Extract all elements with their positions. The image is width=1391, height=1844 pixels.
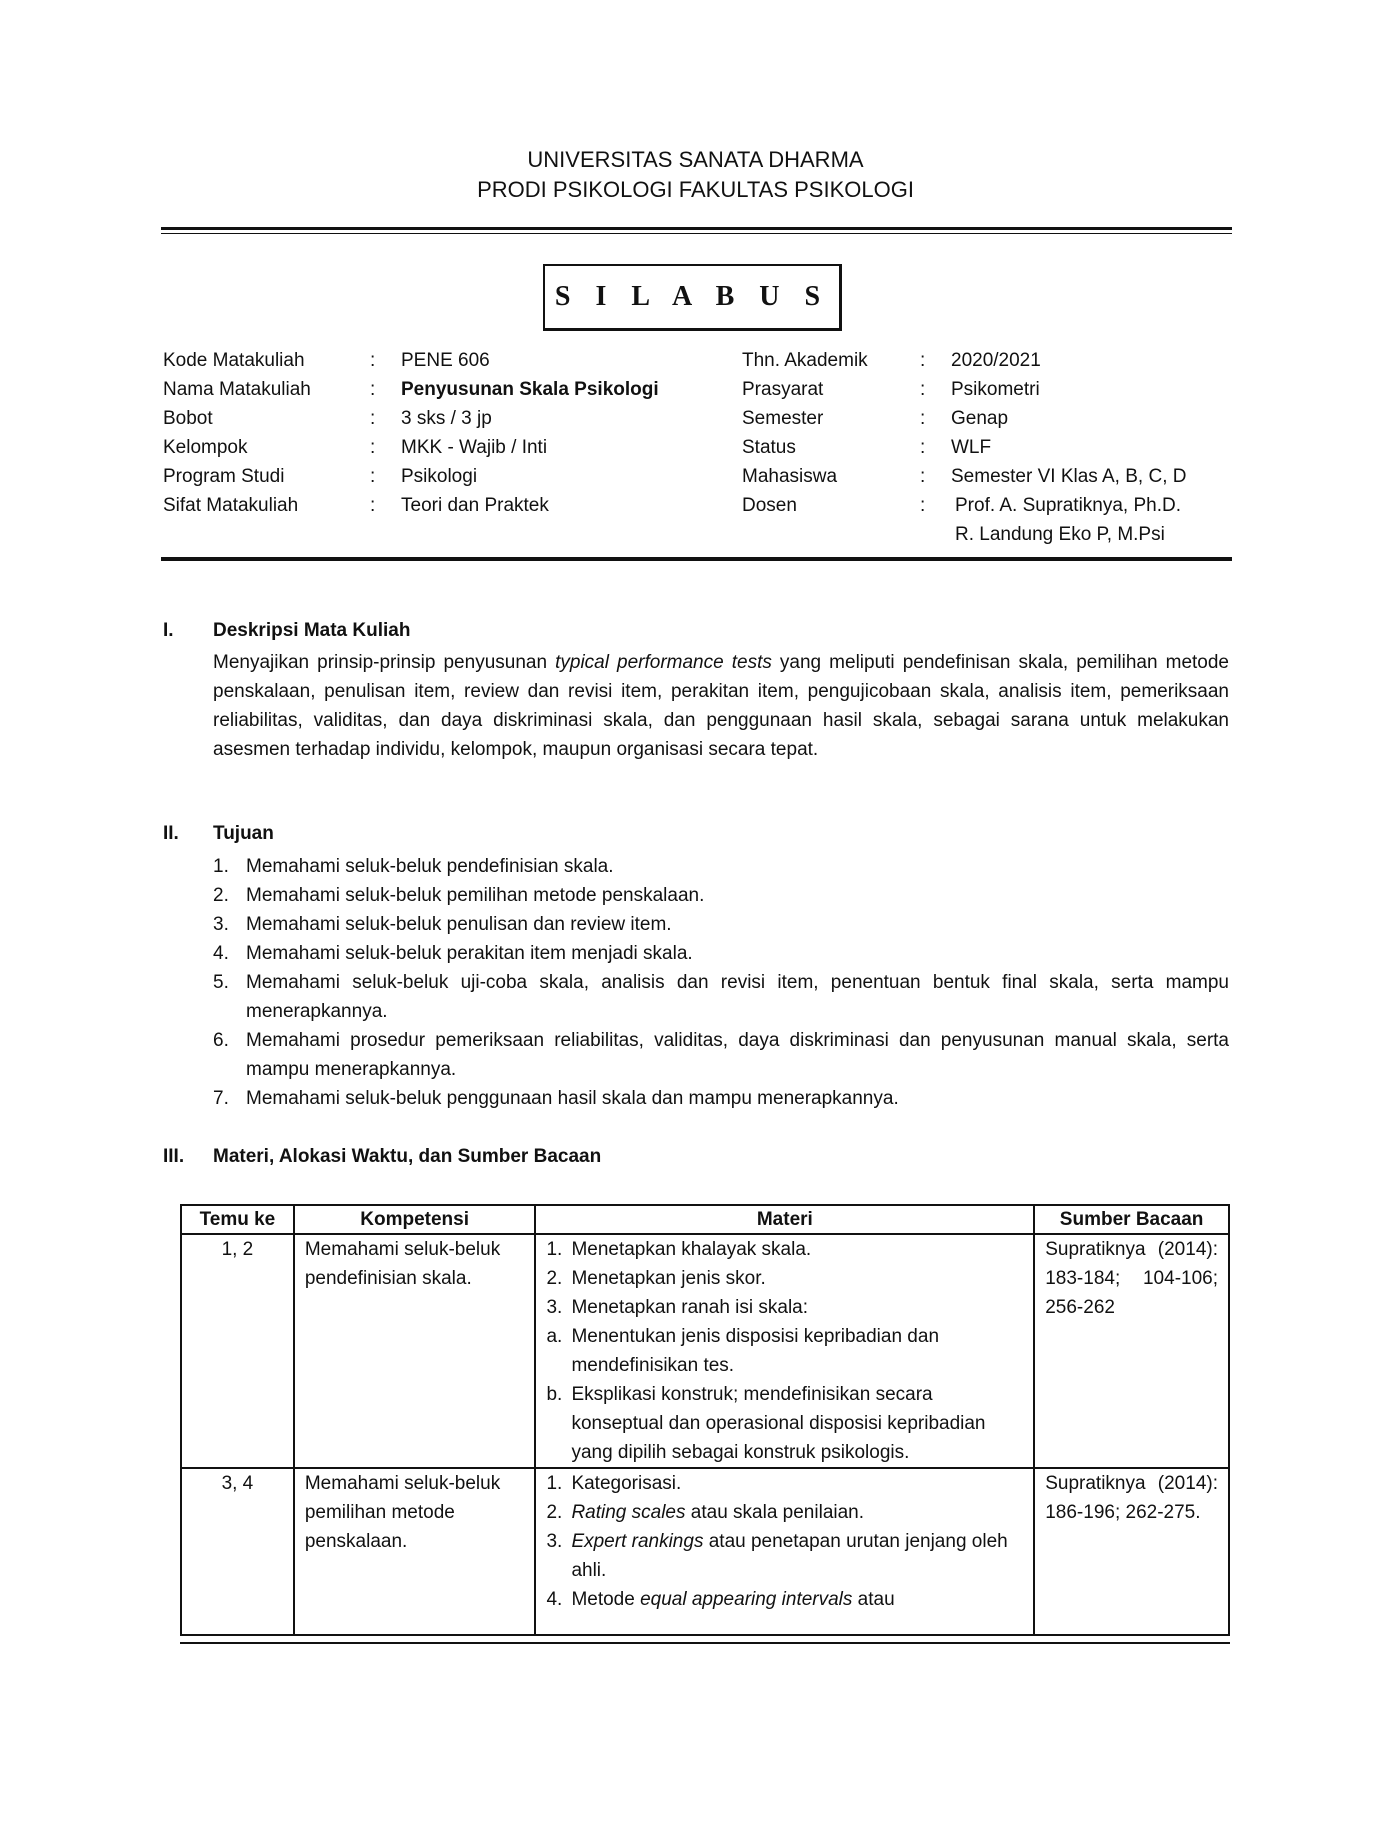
faculty-name: PRODI PSIKOLOGI FAKULTAS PSIKOLOGI <box>477 177 914 202</box>
item-text: Kategorisasi. <box>571 1473 682 1494</box>
info-value: Genap <box>951 408 1009 429</box>
cell-sumber: Supratiknya (2014): 186-196; 262-275. <box>1034 1468 1229 1635</box>
objectives-list <box>213 852 1229 1113</box>
item-number: 2. <box>546 1268 563 1289</box>
info-label: Program Studi <box>163 466 285 487</box>
item-number: 1. <box>546 1473 563 1494</box>
list-item <box>213 1084 1229 1113</box>
university-name: UNIVERSITAS SANATA DHARMA <box>527 147 864 172</box>
item-text <box>571 1498 864 1527</box>
cell-kompetensi: Memahami seluk-beluk pemilihan metode penskalaan. <box>294 1468 536 1635</box>
colon: : <box>920 466 926 487</box>
cell-kompetensi: Memahami seluk-beluk pendefinisian skala. <box>294 1234 536 1468</box>
table-header-row <box>181 1205 1229 1234</box>
item-letter: a. <box>546 1326 563 1347</box>
course-name: Penyusunan Skala Psikologi <box>401 379 659 400</box>
info-left-values <box>401 346 659 520</box>
item-letter: b. <box>546 1384 563 1405</box>
item-number: 4. <box>546 1589 563 1610</box>
page-bottom-margin <box>0 1644 1391 1844</box>
list-item <box>213 852 1229 881</box>
section-2-title: Tujuan <box>213 823 274 844</box>
desc-italic: typical performance tests <box>555 652 772 673</box>
info-value: MKK - Wajib / Inti <box>401 437 548 458</box>
item-number: 5. <box>213 972 229 993</box>
list-item <box>213 881 1229 910</box>
italic-term: Rating scales <box>571 1502 686 1523</box>
list-item <box>213 1026 1229 1084</box>
item-text: Memahami seluk-beluk penulisan dan review item. <box>246 914 672 935</box>
item-text: Menentukan jenis disposisi kepribadian dan mendefinisikan tes. <box>571 1326 940 1376</box>
info-label: Bobot <box>163 408 213 429</box>
info-label: Status <box>742 437 796 458</box>
doc-title: S I L A B U S <box>554 281 830 312</box>
header-kompetensi: Kompetensi <box>294 1205 536 1234</box>
item-number: 2. <box>546 1502 563 1523</box>
colon: : <box>370 495 376 516</box>
lecturer-2: R. Landung Eko P, M.Psi <box>955 524 1165 545</box>
colon: : <box>920 408 926 429</box>
colon: : <box>920 437 926 458</box>
info-label: Dosen <box>742 495 797 516</box>
item-text: Memahami seluk-beluk pemilihan metode penskalaan. <box>246 885 705 906</box>
item-text <box>571 1585 894 1614</box>
table-row <box>181 1234 1229 1468</box>
info-label: Kode Matakuliah <box>163 350 305 371</box>
desc-text: Menyajikan prinsip-prinsip penyusunan <box>213 652 556 673</box>
info-value: Teori dan Praktek <box>401 495 549 516</box>
item-number: 3. <box>546 1297 563 1318</box>
list-item <box>213 968 1229 1026</box>
syllabus-table <box>180 1204 1230 1636</box>
item-text: atau skala penilaian. <box>685 1502 865 1523</box>
info-label: Mahasiswa <box>742 466 838 487</box>
course-description <box>213 648 1229 764</box>
lecturer-1: Prof. A. Supratiknya, Ph.D. <box>955 495 1181 516</box>
item-number: 6. <box>213 1030 229 1051</box>
item-text: Memahami seluk-beluk uji-coba skala, analisis dan revisi item, penentuan bentuk final skala, serta mampu menerapkannya. <box>246 972 1229 1022</box>
item-text <box>571 1527 1023 1585</box>
list-item <box>213 910 1229 939</box>
item-text: Memahami seluk-beluk perakitan item menjadi skala. <box>246 943 693 964</box>
info-value: 2020/2021 <box>951 350 1041 371</box>
info-right-labels <box>742 346 868 520</box>
section-1-title: Deskripsi Mata Kuliah <box>213 620 411 641</box>
info-value: PENE 606 <box>401 350 490 371</box>
info-label: Kelompok <box>163 437 248 458</box>
colon: : <box>370 350 376 371</box>
header-temu: Temu ke <box>181 1205 294 1234</box>
item-text: Menetapkan jenis skor. <box>571 1268 766 1289</box>
colon: : <box>370 379 376 400</box>
info-label: Semester <box>742 408 824 429</box>
info-right-values <box>951 346 1186 549</box>
table-row <box>181 1468 1229 1635</box>
item-text: Memahami seluk-beluk penggunaan hasil skala dan mampu menerapkannya. <box>246 1088 899 1109</box>
info-label: Nama Matakuliah <box>163 379 311 400</box>
cell-sumber: Supratiknya (2014): 183-184; 104-106; 256-262 <box>1034 1234 1229 1468</box>
silabus-title-box <box>543 264 842 331</box>
item-text: Menetapkan ranah isi skala: <box>571 1297 809 1318</box>
desc-text: yang meliputi pendefinisan skala, pemilihan metode penskalaan, penulisan item, review dan revisi item, perakitan item, pengujicobaan skala, analisis item, pemeriksaan reliabilitas, validitas, dan daya diskriminasi skala, dan penggunaan hasil skala, sebagai sarana untuk melakukan asesmen terhadap individu, kelompok, maupun organisasi secara tepat. <box>213 652 1229 760</box>
info-value: 3 sks / 3 jp <box>401 408 492 429</box>
item-number: 3. <box>546 1531 563 1552</box>
header-materi: Materi <box>535 1205 1034 1234</box>
cell-temu: 1, 2 <box>181 1234 294 1468</box>
colon: : <box>370 437 376 458</box>
section-2-number: II. <box>163 823 179 844</box>
item-number: 1. <box>213 856 229 877</box>
colon: : <box>920 379 926 400</box>
item-text: atau <box>852 1589 895 1610</box>
italic-term: Expert rankings <box>571 1531 704 1552</box>
cell-materi <box>535 1234 1034 1468</box>
item-number: 3. <box>213 914 229 935</box>
info-value: WLF <box>951 437 992 458</box>
info-label: Prasyarat <box>742 379 824 400</box>
colon: : <box>370 466 376 487</box>
header-sumber: Sumber Bacaan <box>1034 1205 1229 1234</box>
italic-term: equal appearing intervals <box>640 1589 853 1610</box>
item-text: Memahami seluk-beluk pendefinisian skala. <box>246 856 614 877</box>
info-label: Thn. Akademik <box>742 350 868 371</box>
list-item <box>213 939 1229 968</box>
info-value: Psikometri <box>951 379 1040 400</box>
info-value: Psikologi <box>401 466 478 487</box>
item-text: Eksplikasi konstruk; mendefinisikan secara konseptual dan operasional disposisi kepribadian yang dipilih sebagai konstruk psikologis. <box>571 1384 986 1463</box>
section-3-number: III. <box>163 1146 185 1167</box>
item-number: 2. <box>213 885 229 906</box>
item-text: Memahami prosedur pemeriksaan reliabilitas, validitas, daya diskriminasi dan penyusunan manual skala, serta mampu menerapkannya. <box>246 1030 1229 1080</box>
colon: : <box>920 350 926 371</box>
info-label: Sifat Matakuliah <box>163 495 299 516</box>
colon: : <box>920 495 926 516</box>
section-3-title: Materi, Alokasi Waktu, dan Sumber Bacaan <box>213 1146 602 1167</box>
colon: : <box>370 408 376 429</box>
item-text: Menetapkan khalayak skala. <box>571 1239 812 1260</box>
info-right-colons <box>920 346 925 520</box>
item-text: Metode <box>571 1589 641 1610</box>
table-bottom-border <box>180 1642 1230 1644</box>
item-text: atau penetapan urutan jenjang oleh ahli. <box>571 1531 1008 1581</box>
item-number: 7. <box>213 1088 229 1109</box>
cell-temu: 3, 4 <box>181 1468 294 1635</box>
info-value: Semester VI Klas A, B, C, D <box>951 466 1187 487</box>
item-number: 1. <box>546 1239 563 1260</box>
info-left-colons <box>370 346 375 520</box>
section-1-number: I. <box>163 620 174 641</box>
info-left-labels <box>163 346 311 520</box>
cell-materi <box>535 1468 1034 1635</box>
item-number: 4. <box>213 943 229 964</box>
header-divider <box>161 227 1232 234</box>
info-divider <box>161 557 1232 561</box>
